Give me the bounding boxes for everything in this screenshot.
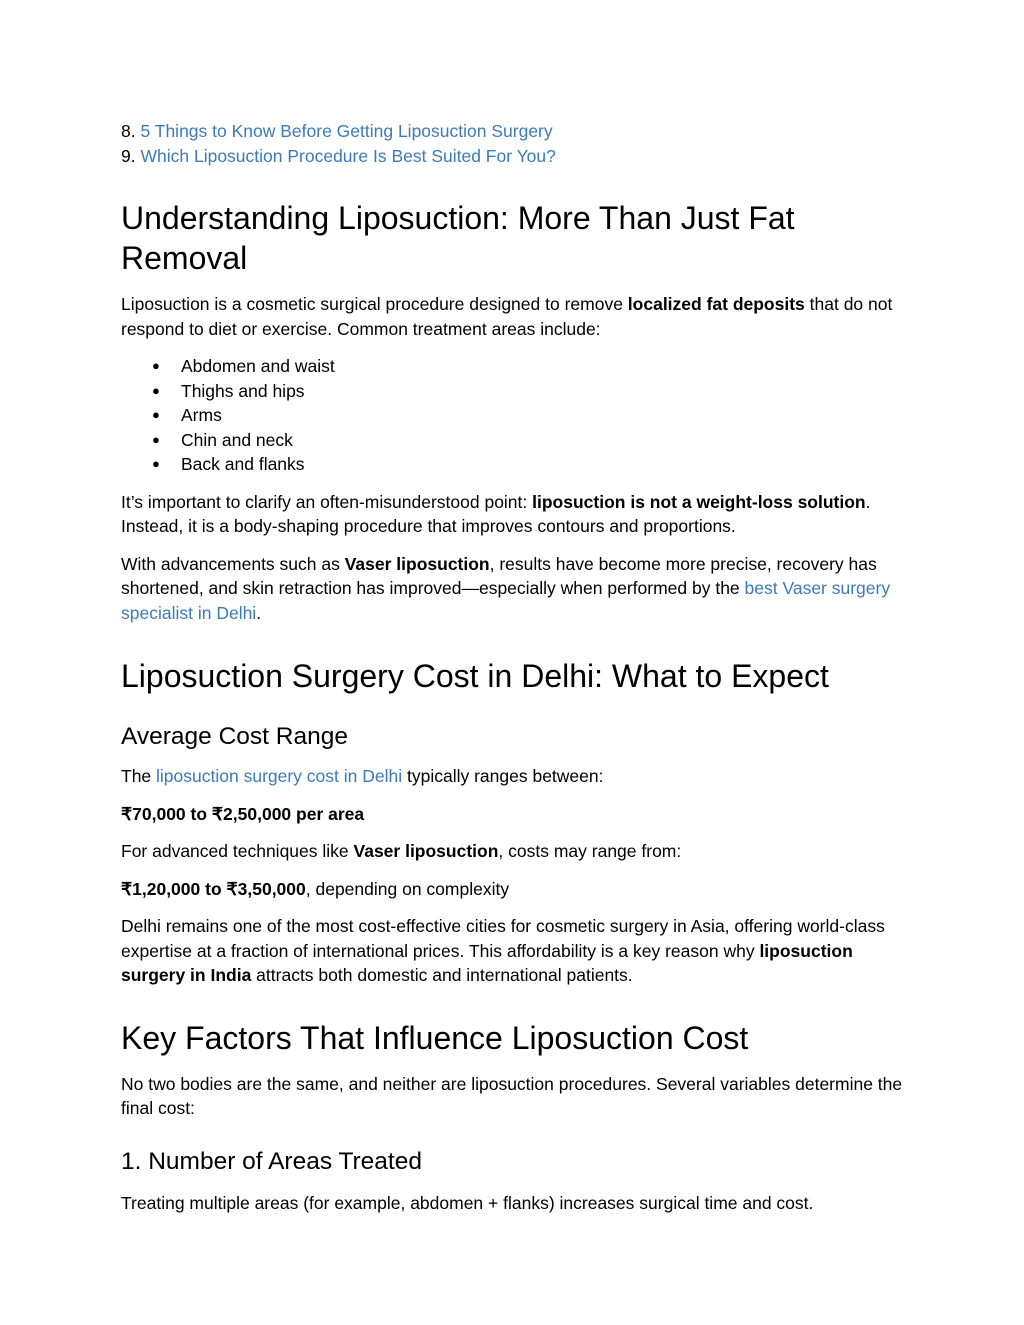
heading-cost-in-delhi: Liposuction Surgery Cost in Delhi: What to Expect: [121, 658, 829, 694]
bullet-icon: ●: [152, 456, 160, 471]
cost-range-per-area: ₹70,000 to ₹2,50,000 per area: [121, 803, 365, 824]
paragraph-variables: No two bodies are the same, and neither are liposuction procedures. Several variables determine the final cost:: [121, 1073, 903, 1118]
toc-number: 9.: [121, 145, 136, 166]
heading-understanding-liposuction: Understanding Liposuction: More Than Just Fat Removal: [121, 200, 795, 276]
list-item: ● Arms: [121, 403, 911, 428]
bullet-icon: ●: [152, 382, 160, 398]
toc-item-9: [121, 144, 911, 169]
paragraph-cost-intro: The liposuction surgery cost in Delhi typically ranges between:: [121, 766, 604, 786]
paragraph-intro: Liposuction is a cosmetic surgical procedure designed to remove localized fat deposits that do not respond to diet or exercise. Common treatment areas include:: [121, 294, 893, 339]
bullet-icon: ●: [152, 358, 160, 373]
document-page: [121, 119, 911, 1215]
toc-link-which-procedure[interactable]: Which Liposuction Procedure Is Best Suited For You?: [140, 145, 556, 166]
heading-key-factors: Key Factors That Influence Liposuction Cost: [121, 1019, 749, 1056]
paragraph-delhi-affordability: Delhi remains one of the most cost-effective cities for cosmetic surgery in Asia, offering world-class expertise at a fraction of international prices. This affordability is a key reason why liposuction surgery in India attracts both domestic and international patients.: [121, 916, 885, 985]
bullet-icon: ●: [152, 407, 160, 422]
subheading-number-of-areas: 1. Number of Areas Treated: [121, 1147, 422, 1175]
paragraph-advanced-techniques: For advanced techniques like Vaser liposuction, costs may range from:: [121, 841, 682, 861]
toc-number: 8.: [121, 121, 136, 141]
toc-link-things-to-know[interactable]: 5 Things to Know Before Getting Liposuction Surgery: [140, 121, 553, 141]
bullet-icon: ●: [152, 431, 160, 447]
treatment-areas-list: [121, 354, 911, 477]
list-item: ● Thighs and hips: [121, 379, 911, 404]
list-item: ● Back and flanks: [121, 452, 911, 477]
link-vaser-specialist[interactable]: best Vaser surgery specialist in Delhi: [121, 578, 891, 623]
subheading-average-cost: Average Cost Range: [121, 723, 348, 750]
link-liposuction-cost-delhi[interactable]: liposuction surgery cost in Delhi: [156, 766, 403, 786]
list-item: ● Chin and neck: [121, 428, 911, 453]
paragraph-multiple-areas: Treating multiple areas (for example, abdomen + flanks) increases surgical time and cost.: [121, 1192, 814, 1213]
toc-item-8: [121, 119, 911, 144]
cost-range-vaser: ₹1,20,000 to ₹3,50,000, depending on complexity: [121, 878, 510, 899]
list-item: ● Abdomen and waist: [121, 354, 911, 379]
paragraph-vaser: With advancements such as Vaser liposuction, results have become more precise, recovery has shortened, and skin retraction has improved—especially when performed by the best Vaser surgery specialist in Delhi.: [121, 553, 891, 623]
paragraph-clarification: It’s important to clarify an often-misunderstood point: liposuction is not a weight-loss solution. Instead, it is a body-shaping procedure that improves contours and proportions.: [121, 491, 871, 536]
